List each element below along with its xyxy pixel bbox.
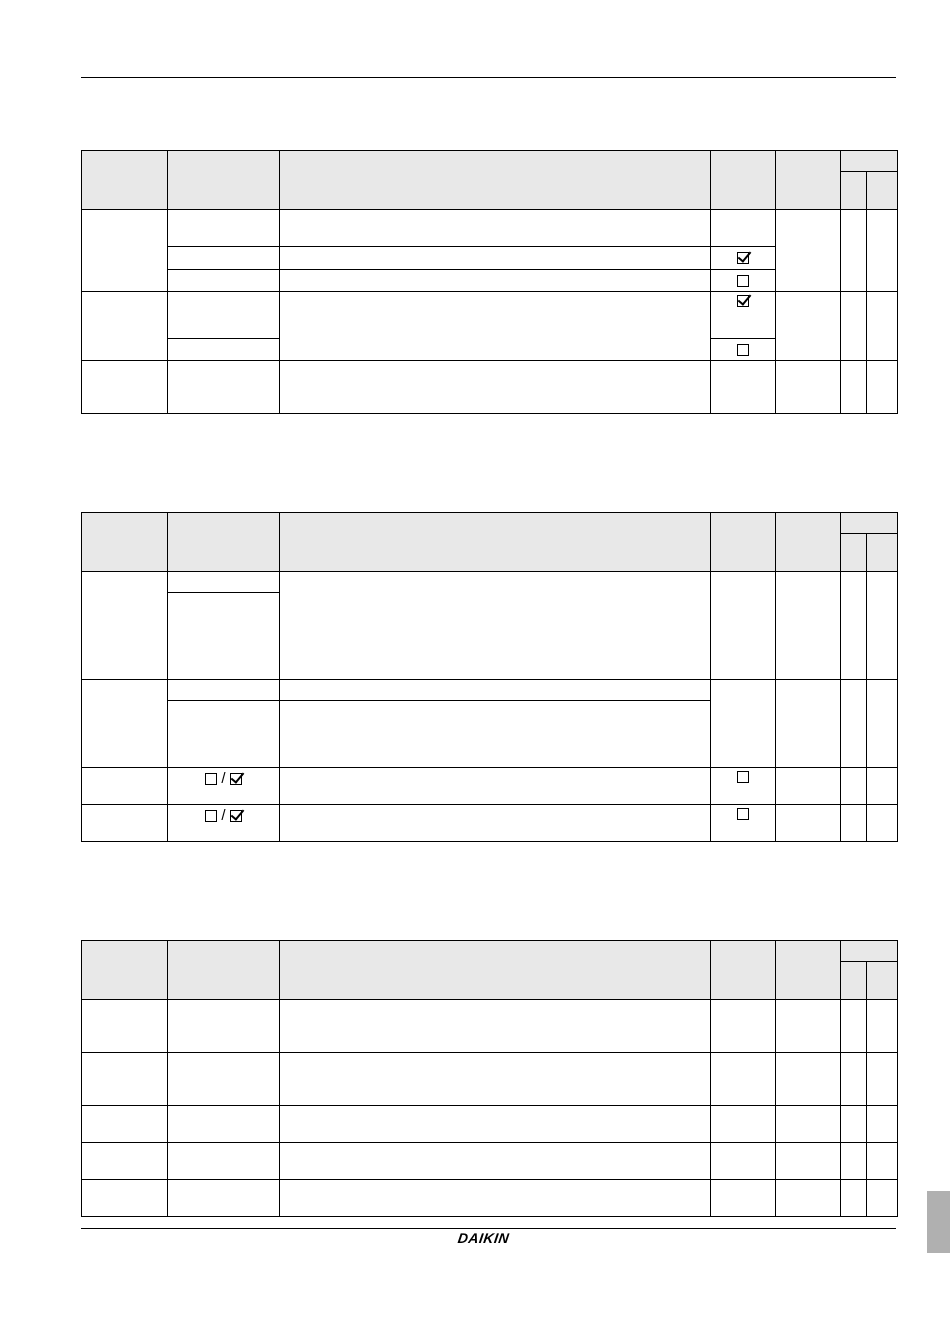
table-row bbox=[82, 572, 898, 593]
table-cell bbox=[867, 805, 898, 842]
table-cell bbox=[711, 292, 776, 339]
table-cell bbox=[280, 1106, 711, 1143]
table-cell bbox=[776, 210, 841, 292]
table-cell bbox=[168, 210, 280, 247]
table-header-cell bbox=[82, 513, 168, 572]
table-cell bbox=[841, 805, 867, 842]
table-header-cell bbox=[280, 941, 711, 1000]
table-row bbox=[82, 1000, 898, 1053]
table-cell bbox=[280, 805, 711, 842]
section-tab-marker bbox=[927, 1191, 950, 1253]
checkbox-icon[interactable] bbox=[205, 810, 217, 822]
table-cell bbox=[168, 1180, 280, 1217]
table-cell bbox=[776, 1143, 841, 1180]
table-cell bbox=[776, 805, 841, 842]
table-cell bbox=[82, 1053, 168, 1106]
table-row bbox=[82, 680, 898, 701]
checked-checkbox-icon[interactable] bbox=[737, 252, 749, 264]
table-row bbox=[82, 1180, 898, 1217]
table-cell bbox=[168, 247, 280, 270]
table-cell bbox=[867, 680, 898, 768]
table-header-subcell bbox=[867, 172, 898, 210]
table-cell bbox=[841, 292, 867, 361]
table-header-group-cell bbox=[841, 151, 898, 172]
checkbox-icon[interactable] bbox=[737, 275, 749, 287]
table-cell bbox=[82, 361, 168, 414]
table-header-subcell bbox=[867, 534, 898, 572]
table-header-cell bbox=[776, 941, 841, 1000]
checkbox-icon[interactable] bbox=[737, 771, 749, 783]
table-header-subcell bbox=[867, 962, 898, 1000]
table-cell bbox=[841, 361, 867, 414]
table-cell bbox=[168, 593, 280, 680]
table-cell bbox=[82, 292, 168, 361]
table-cell bbox=[841, 572, 867, 680]
table-cell bbox=[711, 361, 776, 414]
table-cell bbox=[711, 210, 776, 247]
table-row bbox=[82, 210, 898, 247]
table-row bbox=[82, 1106, 898, 1143]
table-cell bbox=[280, 768, 711, 805]
table-cell bbox=[711, 1180, 776, 1217]
table-cell bbox=[280, 701, 711, 768]
table-header-subcell bbox=[841, 172, 867, 210]
daikin-logo: DAIKIN bbox=[456, 1230, 511, 1246]
table-cell bbox=[841, 1053, 867, 1106]
table-row bbox=[82, 247, 898, 270]
table-cell bbox=[841, 680, 867, 768]
table-header-cell bbox=[776, 151, 841, 210]
table-header-cell bbox=[168, 941, 280, 1000]
table-cell bbox=[711, 805, 776, 842]
table-header-cell bbox=[776, 513, 841, 572]
table-cell bbox=[867, 292, 898, 361]
table-cell bbox=[280, 1053, 711, 1106]
table-row bbox=[82, 805, 898, 842]
table-cell bbox=[168, 701, 280, 768]
table-cell bbox=[280, 361, 711, 414]
checkbox-toggle-pair bbox=[205, 808, 241, 823]
table-header-subcell bbox=[841, 534, 867, 572]
table-cell bbox=[280, 292, 711, 361]
table-cell bbox=[867, 210, 898, 292]
table-cell bbox=[168, 1000, 280, 1053]
table-cell bbox=[280, 247, 711, 270]
checkbox-icon[interactable] bbox=[737, 808, 749, 820]
table-cell bbox=[841, 1180, 867, 1217]
table-cell bbox=[867, 1143, 898, 1180]
table-cell bbox=[776, 680, 841, 768]
table-cell bbox=[168, 572, 280, 593]
table-cell bbox=[711, 339, 776, 361]
table-cell bbox=[841, 1000, 867, 1053]
table-cell bbox=[841, 210, 867, 292]
table-header-cell bbox=[168, 151, 280, 210]
table-cell bbox=[776, 361, 841, 414]
table-cell bbox=[711, 768, 776, 805]
table-cell bbox=[711, 572, 776, 680]
table-header-cell bbox=[711, 513, 776, 572]
table-cell bbox=[776, 572, 841, 680]
table-cell bbox=[867, 1000, 898, 1053]
checkbox-icon[interactable] bbox=[737, 344, 749, 356]
table-row bbox=[82, 270, 898, 292]
table-cell bbox=[82, 768, 168, 805]
table-cell bbox=[168, 270, 280, 292]
table-cell bbox=[867, 1106, 898, 1143]
footer-rule bbox=[81, 1228, 896, 1229]
table-cell bbox=[82, 1106, 168, 1143]
table-cell bbox=[82, 1000, 168, 1053]
checkbox-toggle-pair bbox=[205, 771, 241, 786]
table-cell bbox=[82, 210, 168, 292]
table-header-cell bbox=[280, 151, 711, 210]
table-cell bbox=[280, 1180, 711, 1217]
table-cell bbox=[168, 1143, 280, 1180]
table-cell bbox=[168, 1053, 280, 1106]
table-cell bbox=[168, 361, 280, 414]
checked-checkbox-icon[interactable] bbox=[737, 295, 749, 307]
table-cell bbox=[867, 361, 898, 414]
header-rule bbox=[81, 77, 896, 78]
table-cell bbox=[867, 1053, 898, 1106]
table-header-cell bbox=[82, 151, 168, 210]
table-cell bbox=[280, 1000, 711, 1053]
table-cell bbox=[711, 1106, 776, 1143]
table-cell bbox=[82, 1180, 168, 1217]
table-header-cell bbox=[280, 513, 711, 572]
settings-table-1 bbox=[81, 150, 898, 414]
table-cell bbox=[82, 680, 168, 768]
table-cell bbox=[280, 680, 711, 701]
table-cell bbox=[82, 572, 168, 680]
slash-separator: / bbox=[221, 807, 226, 824]
checked-checkbox-icon[interactable] bbox=[230, 773, 242, 785]
table-row bbox=[82, 768, 898, 805]
table-row bbox=[82, 292, 898, 339]
table-cell bbox=[168, 680, 280, 701]
table-header-group-cell bbox=[841, 513, 898, 534]
table-header-group-cell bbox=[841, 941, 898, 962]
checked-checkbox-icon[interactable] bbox=[230, 810, 242, 822]
table-cell bbox=[867, 1180, 898, 1217]
table-header-cell bbox=[168, 513, 280, 572]
table-cell bbox=[280, 270, 711, 292]
table-cell bbox=[82, 805, 168, 842]
table-cell bbox=[168, 292, 280, 339]
table-cell bbox=[711, 1143, 776, 1180]
table-header-cell bbox=[711, 151, 776, 210]
table-row bbox=[82, 1143, 898, 1180]
table-cell bbox=[867, 768, 898, 805]
table-cell bbox=[776, 292, 841, 361]
settings-table-3 bbox=[81, 940, 898, 1217]
table-header-subcell bbox=[841, 962, 867, 1000]
table-cell bbox=[841, 1106, 867, 1143]
table-cell bbox=[280, 572, 711, 680]
table-cell bbox=[711, 1053, 776, 1106]
table-cell bbox=[82, 1143, 168, 1180]
table-row bbox=[82, 361, 898, 414]
table-cell bbox=[841, 1143, 867, 1180]
slash-separator: / bbox=[221, 770, 226, 787]
table-cell bbox=[867, 572, 898, 680]
table-cell bbox=[280, 1143, 711, 1180]
table-header-cell bbox=[82, 941, 168, 1000]
table-cell bbox=[168, 768, 280, 805]
table-header-cell bbox=[711, 941, 776, 1000]
table-cell bbox=[280, 210, 711, 247]
table-cell bbox=[776, 1106, 841, 1143]
table-cell bbox=[841, 768, 867, 805]
table-row bbox=[82, 1053, 898, 1106]
table-cell bbox=[776, 1180, 841, 1217]
table-cell bbox=[711, 270, 776, 292]
table-cell bbox=[168, 339, 280, 361]
settings-table-2 bbox=[81, 512, 898, 842]
table-cell bbox=[776, 768, 841, 805]
table-cell bbox=[168, 805, 280, 842]
table-cell bbox=[776, 1000, 841, 1053]
table-cell bbox=[711, 1000, 776, 1053]
table-cell bbox=[711, 247, 776, 270]
table-cell bbox=[776, 1053, 841, 1106]
checkbox-icon[interactable] bbox=[205, 773, 217, 785]
table-cell bbox=[711, 680, 776, 768]
table-cell bbox=[168, 1106, 280, 1143]
